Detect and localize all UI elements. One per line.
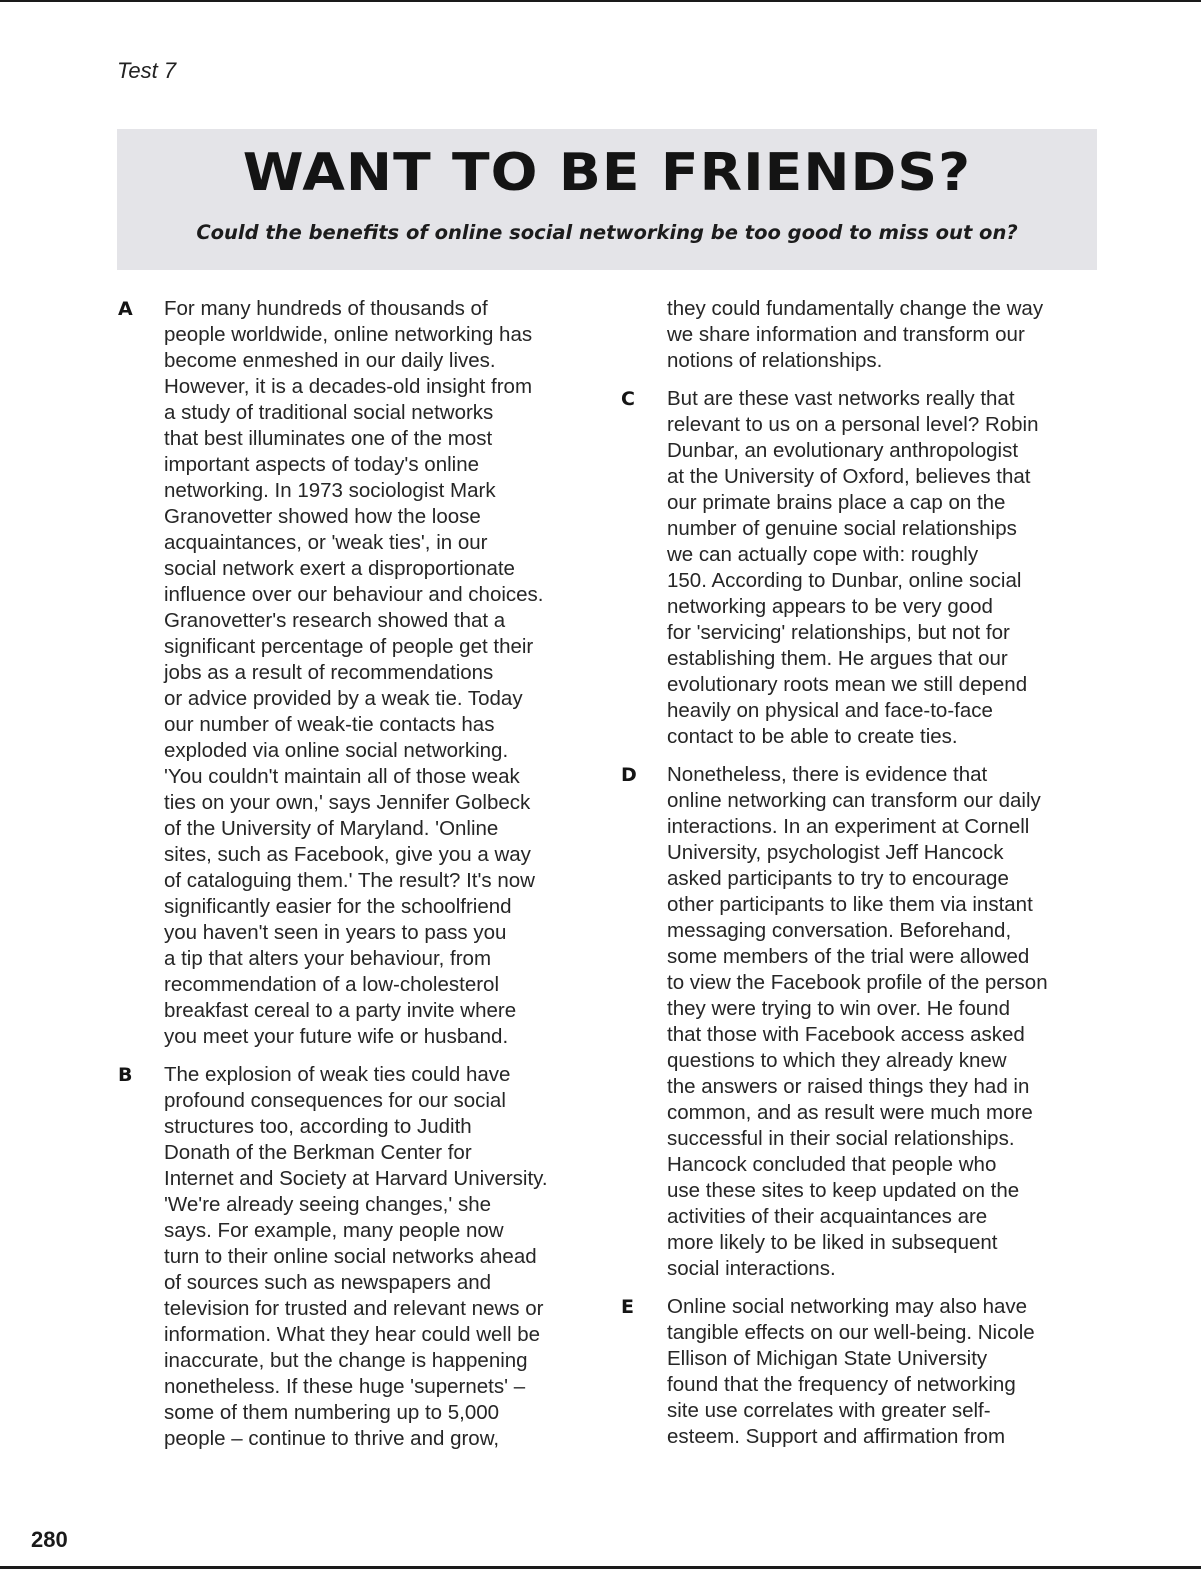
paragraph-letter: A — [118, 298, 133, 320]
text-line: or advice provided by a weak tie. Today — [164, 687, 523, 710]
text-line: the answers or raised things they had in — [667, 1075, 1030, 1098]
text-line: information. What they hear could well be — [164, 1323, 541, 1346]
text-line: relevant to us on a personal level? Robin — [667, 413, 1039, 436]
left-column — [117, 296, 617, 1452]
text-line: Hancock concluded that people who — [667, 1153, 997, 1176]
paragraph-letter: C — [621, 388, 635, 410]
text-line: inaccurate, but the change is happening — [164, 1349, 528, 1372]
text-line: influence over our behaviour and choices. — [164, 583, 544, 606]
text-line: our number of weak-tie contacts has — [164, 713, 495, 736]
text-line: Nonetheless, there is evidence that — [667, 763, 988, 786]
text-line: of the University of Maryland. 'Online — [164, 817, 499, 840]
text-line: 150. According to Dunbar, online social — [667, 569, 1022, 592]
running-head: Test 7 — [117, 58, 177, 83]
text-line: other participants to like them via instant — [667, 893, 1033, 916]
paragraph-e — [620, 1294, 1120, 1450]
text-line: some members of the trial were allowed — [667, 945, 1030, 968]
text-line: The explosion of weak ties could have — [164, 1063, 511, 1086]
text-line: ties on your own,' says Jennifer Golbeck — [164, 791, 531, 814]
text-line: online networking can transform our daily — [667, 789, 1041, 812]
text-line: people worldwide, online networking has — [164, 323, 533, 346]
text-line: 'We're already seeing changes,' she — [164, 1193, 492, 1216]
bottom-rule — [0, 1566, 1201, 1569]
text-line: contact to be able to create ties. — [667, 725, 958, 748]
text-line: Granovetter's research showed that a — [164, 609, 506, 632]
text-line: a study of traditional social networks — [164, 401, 494, 424]
text-line: you meet your future wife or husband. — [164, 1025, 509, 1048]
text-line: jobs as a result of recommendations — [164, 661, 494, 684]
text-line: nonetheless. If these huge 'supernets' – — [164, 1375, 526, 1398]
text-line: establishing them. He argues that our — [667, 647, 1008, 670]
text-line: However, it is a decades-old insight from — [164, 375, 533, 398]
paragraph-gap — [620, 374, 1120, 386]
text-line: found that the frequency of networking — [667, 1373, 1016, 1396]
text-line: some of them numbering up to 5,000 — [164, 1401, 500, 1424]
text-line: Granovetter showed how the loose — [164, 505, 481, 528]
text-line: exploded via online social networking. — [164, 739, 509, 762]
text-line: turn to their online social networks ahead — [164, 1245, 537, 1268]
text-line: at the University of Oxford, believes that — [667, 465, 1031, 488]
text-line: more likely to be liked in subsequent — [667, 1231, 998, 1254]
text-line: interactions. In an experiment at Cornell — [667, 815, 1030, 838]
text-line: a tip that alters your behaviour, from — [164, 947, 492, 970]
paragraph-letter: D — [621, 764, 637, 786]
paragraph-b — [117, 1062, 617, 1452]
text-line: we can actually cope with: roughly — [667, 543, 979, 566]
paragraph-letter: E — [621, 1296, 634, 1318]
text-line: esteem. Support and affirmation from — [667, 1425, 1006, 1448]
text-line: notions of relationships. — [667, 349, 883, 372]
text-line: says. For example, many people now — [164, 1219, 504, 1242]
text-line: asked participants to try to encourage — [667, 867, 1009, 890]
text-line: Ellison of Michigan State University — [667, 1347, 988, 1370]
article-title: WANT TO BE FRIENDS? — [242, 143, 972, 203]
paragraph-c — [620, 386, 1120, 750]
text-line: of cataloguing them.' The result? It's now — [164, 869, 535, 892]
text-line: people – continue to thrive and grow, — [164, 1427, 500, 1450]
text-line: heavily on physical and face-to-face — [667, 699, 993, 722]
text-line: questions to which they already knew — [667, 1049, 1007, 1072]
paragraph-letter: B — [118, 1064, 133, 1086]
title-box — [117, 129, 1097, 270]
text-line: social network exert a disproportionate — [164, 557, 515, 580]
text-line: they could fundamentally change the way — [667, 297, 1044, 320]
text-line: common, and as result were much more — [667, 1101, 1033, 1124]
top-rule — [0, 0, 1201, 2]
text-line: site use correlates with greater self- — [667, 1399, 991, 1422]
text-line: social interactions. — [667, 1257, 836, 1280]
text-line: activities of their acquaintances are — [667, 1205, 988, 1228]
text-line: Internet and Society at Harvard University. — [164, 1167, 548, 1190]
text-line: recommendation of a low-cholesterol — [164, 973, 499, 996]
right-column — [620, 296, 1120, 1450]
text-line: Donath of the Berkman Center for — [164, 1141, 472, 1164]
paragraph-continued — [620, 296, 1120, 374]
paragraph-gap — [620, 1282, 1120, 1294]
text-line: evolutionary roots mean we still depend — [667, 673, 1028, 696]
text-line: Dunbar, an evolutionary anthropologist — [667, 439, 1019, 462]
text-line: that those with Facebook access asked — [667, 1023, 1025, 1046]
text-line: Online social networking may also have — [667, 1295, 1028, 1318]
text-line: they were trying to win over. He found — [667, 997, 1010, 1020]
text-line: breakfast cereal to a party invite where — [164, 999, 517, 1022]
article-subtitle: Could the benefits of online social networking be too good to miss out on? — [196, 221, 1018, 244]
text-line: But are these vast networks really that — [667, 387, 1015, 410]
text-line: of sources such as newspapers and — [164, 1271, 492, 1294]
text-line: number of genuine social relationships — [667, 517, 1017, 540]
text-line: television for trusted and relevant news or — [164, 1297, 544, 1320]
text-line: that best illuminates one of the most — [164, 427, 493, 450]
text-line: sites, such as Facebook, give you a way — [164, 843, 531, 866]
text-line: acquaintances, or 'weak ties', in our — [164, 531, 488, 554]
paragraph-gap — [117, 1050, 617, 1062]
text-line: successful in their social relationships. — [667, 1127, 1015, 1150]
text-line: tangible effects on our well-being. Nicole — [667, 1321, 1035, 1344]
text-line: for 'servicing' relationships, but not for — [667, 621, 1010, 644]
text-line: messaging conversation. Beforehand, — [667, 919, 1012, 942]
text-line: we share information and transform our — [667, 323, 1025, 346]
text-line: you haven't seen in years to pass you — [164, 921, 507, 944]
text-line: profound consequences for our social — [164, 1089, 506, 1112]
text-line: significant percentage of people get their — [164, 635, 534, 658]
text-line: important aspects of today's online — [164, 453, 480, 476]
text-line: networking appears to be very good — [667, 595, 993, 618]
text-line: For many hundreds of thousands of — [164, 297, 488, 320]
text-line: 'You couldn't maintain all of those weak — [164, 765, 520, 788]
paragraph-d — [620, 762, 1120, 1282]
text-line: University, psychologist Jeff Hancock — [667, 841, 1004, 864]
paragraph-a — [117, 296, 617, 1050]
text-line: to view the Facebook profile of the person — [667, 971, 1048, 994]
text-line: become enmeshed in our daily lives. — [164, 349, 496, 372]
paragraph-gap — [620, 750, 1120, 762]
text-line: our primate brains place a cap on the — [667, 491, 1006, 514]
text-line: structures too, according to Judith — [164, 1115, 472, 1138]
text-line: significantly easier for the schoolfriend — [164, 895, 512, 918]
text-line: use these sites to keep updated on the — [667, 1179, 1020, 1202]
page-number: 280 — [31, 1527, 68, 1552]
text-line: networking. In 1973 sociologist Mark — [164, 479, 496, 502]
